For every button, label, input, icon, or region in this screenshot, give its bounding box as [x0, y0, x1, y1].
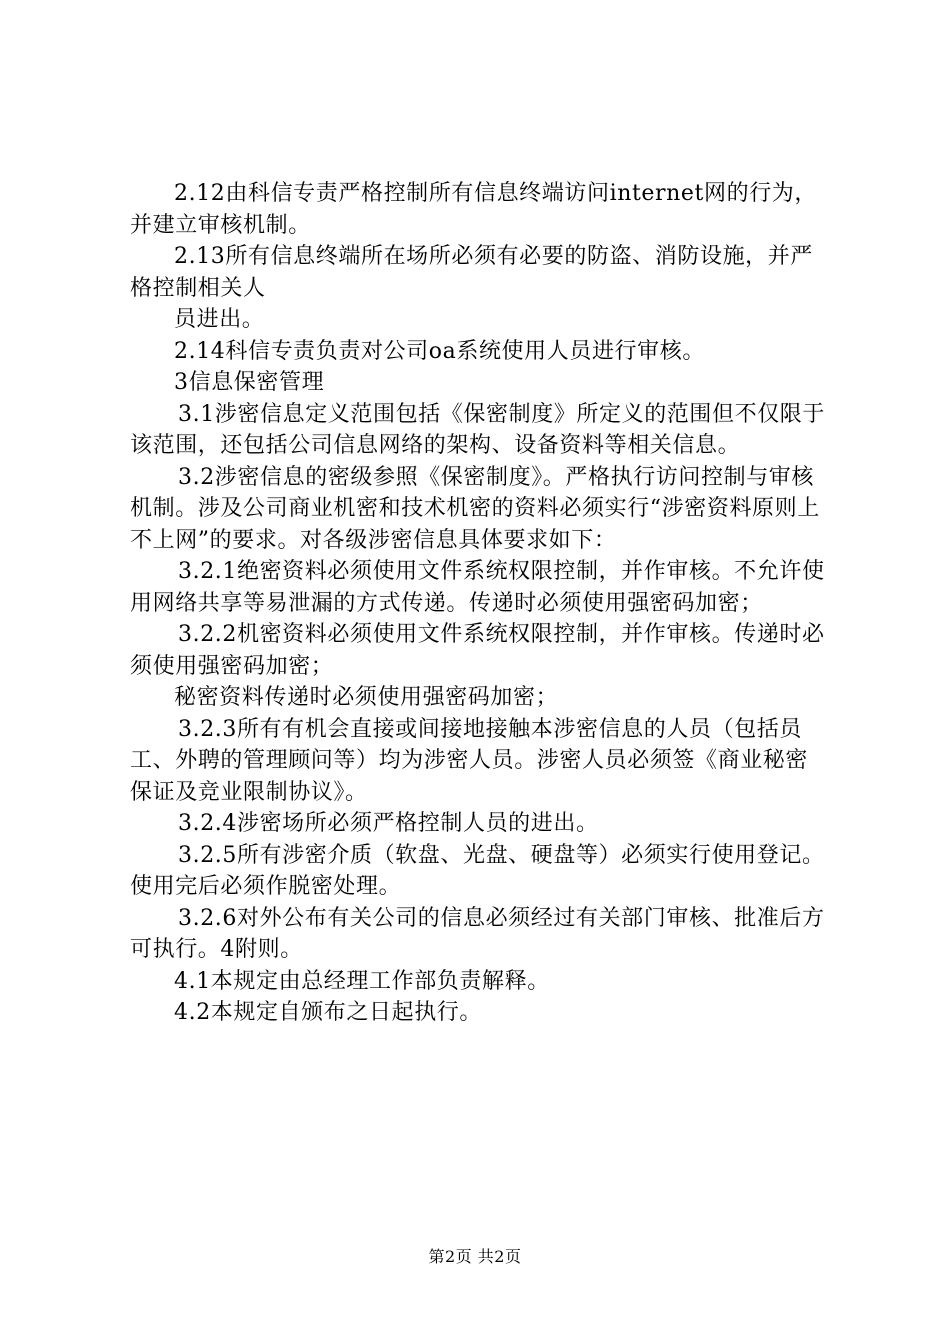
paragraph-3-2-2: 3.2.2机密资料必须使用文件系统权限控制，并作审核。传递时必须使用强密码加密；: [130, 622, 825, 679]
paragraph-3-2-4: 3.2.4涉密场所必须严格控制人员的进出。: [178, 811, 599, 836]
paragraph-3-2-3: 3.2.3所有有机会直接或间接地接触本涉密信息的人员（包括员工、外聘的管理顾问等）均为涉密人员。涉密人员必须签《商业秘密保证及竞业限制协议》。: [130, 716, 809, 805]
paragraph-2-12: 2.12由科信专责严格控制所有信息终端访问internet网的行为，并建立审核机制。: [130, 181, 817, 238]
paragraph-3-2: 3.2涉密信息的密级参照《保密制度》。严格执行访问控制与审核机制。涉及公司商业机密和技术机密的资料必须实行“涉密资料原则上不上网”的要求。对各级涉密信息具体要求如下：: [130, 464, 820, 553]
page-footer: [0, 1244, 950, 1267]
paragraph-3-2-1: 3.2.1绝密资料必须使用文件系统权限控制，并作审核。不允许使用网络共享等易泄漏的方式传递。传递时必须使用强密码加密；: [130, 559, 825, 616]
paragraph-2-13: 2.13所有信息终端所在场所必须有必要的防盗、消防设施，并严格控制相关人: [130, 244, 813, 301]
paragraph-2-13-continued: 员进出。: [174, 307, 265, 332]
paragraph-4-1: 4.1本规定由总经理工作部负责解释。: [174, 968, 550, 994]
document-body: [130, 178, 830, 1029]
paragraph-secret: 秘密资料传递时必须使用强密码加密；: [174, 685, 559, 710]
page-number-label: 第2页 共2页: [428, 1247, 522, 1266]
paragraph-3-2-5: 3.2.5所有涉密介质（软盘、光盘、硬盘等）必须实行使用登记。使用完后必须作脱密处理。: [130, 842, 825, 899]
section-heading-3: 3信息保密管理: [174, 370, 325, 395]
paragraph-3-2-6: 3.2.6对外公布有关公司的信息必须经过有关部门审核、批准后方可执行。4附则。: [130, 905, 825, 962]
paragraph-3-1: 3.1涉密信息定义范围包括《保密制度》所定义的范围但不仅限于该范围，还包括公司信息网络的架构、设备资料等相关信息。: [130, 401, 825, 458]
paragraph-4-2: 4.2本规定自颁布之日起执行。: [174, 1000, 482, 1025]
paragraph-2-14: 2.14科信专责负责对公司oa系统使用人员进行审核。: [174, 338, 705, 364]
